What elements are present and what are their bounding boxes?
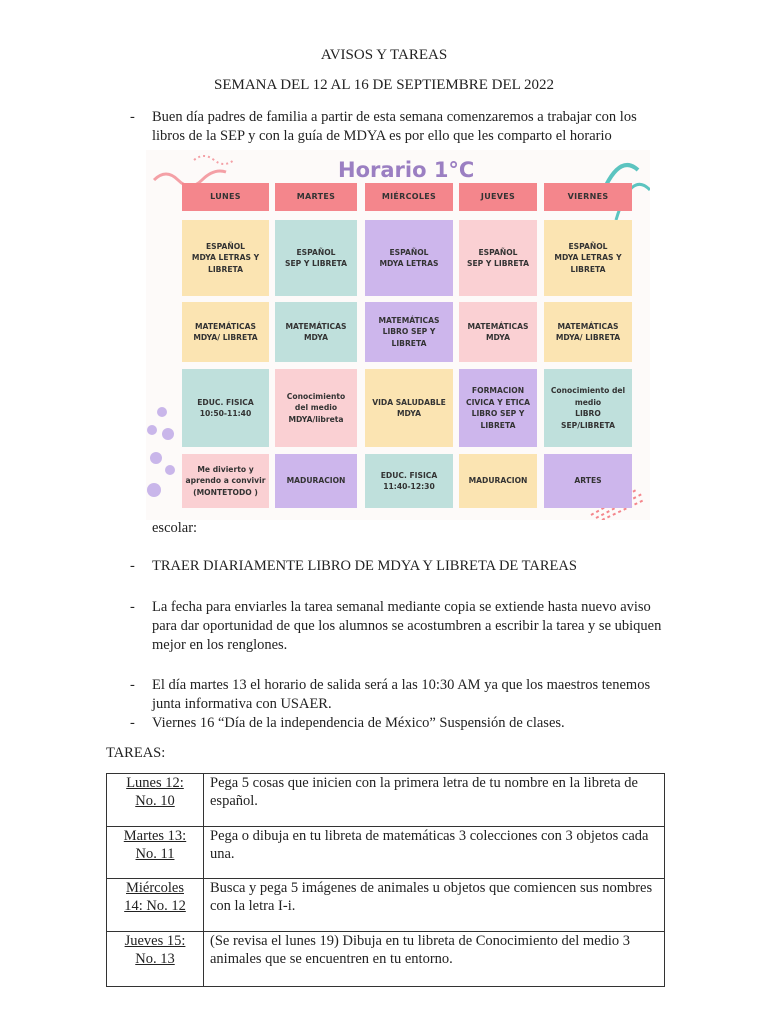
schedule-cell: MADURACION: [459, 454, 537, 508]
schedule-cell: MATEMÁTICAS MDYA/ LIBRETA: [182, 302, 269, 362]
schedule-day-header: MIÉRCOLES: [365, 183, 453, 211]
tarea-day-cell: [107, 879, 204, 932]
schedule-cell: MATEMÁTICAS MDYA: [275, 302, 357, 362]
schedule-cell: ESPAÑOL SEP Y LIBRETA: [459, 220, 537, 296]
schedule-cell: ARTES: [544, 454, 632, 508]
tarea-day: Martes 13:: [123, 828, 187, 844]
tarea-day-cell: [107, 774, 204, 827]
schedule-cell: ESPAÑOL MDYA LETRAS Y LIBRETA: [182, 220, 269, 296]
bullet-4-text: El día martes 13 el horario de salida será a las 10:30 AM ya que los maestros tenemos junta informativa con USAER.: [152, 677, 651, 712]
document-title: AVISOS Y TAREAS: [320, 47, 448, 63]
schedule-cell: MADURACION: [275, 454, 357, 508]
bullet-dash: -: [130, 715, 135, 731]
tarea-number: No. 13: [135, 951, 175, 967]
tarea-task: Busca y pega 5 imágenes de animales u objetos que comiencen sus nombres con la letra I-i.: [204, 879, 665, 932]
document-subtitle: SEMANA DEL 12 AL 16 DE SEPTIEMBRE DEL 2022: [214, 77, 554, 93]
tarea-day: Jueves 15:: [124, 933, 186, 949]
schedule-cell: ESPAÑOL MDYA LETRAS Y LIBRETA: [544, 220, 632, 296]
schedule-cell: FORMACION CIVICA Y ETICA LIBRO SEP Y LIBRETA: [459, 369, 537, 447]
schedule-day-header: JUEVES: [459, 183, 537, 211]
table-row: [107, 774, 665, 827]
table-row: [107, 932, 665, 987]
tarea-number: No. 11: [135, 846, 175, 862]
tarea-day-cell: [107, 932, 204, 987]
bullet-intro-text: Buen día padres de familia a partir de esta semana comenzaremos a trabajar con los libros de la SEP y con la guía de MDYA es por ello que les comparto el horario: [152, 109, 637, 144]
bullet-5-text: Viernes 16 “Día de la independencia de México” Suspensión de clases.: [152, 715, 565, 731]
decorative-dots-left: [146, 400, 186, 510]
tarea-day: Lunes 12:: [126, 775, 184, 791]
tarea-task: (Se revisa el lunes 19) Dibuja en tu libreta de Conocimiento del medio 3 animales que se encuentren en tu entorno.: [204, 932, 665, 987]
schedule-cell: Conocimiento del medio MDYA/libreta: [275, 369, 357, 447]
bullet-dash: -: [130, 599, 135, 615]
bullet-intro-end-text: escolar:: [152, 520, 198, 536]
bullet-intro-end: [152, 519, 197, 538]
tarea-day-cell: [107, 827, 204, 879]
bullet-3-text: La fecha para enviarles la tarea semanal mediante copia se extiende hasta nuevo aviso para dar oportunidad de que los alumnos se acostumbren a escribir la tarea y se ubiquen mejor en los renglones.: [152, 599, 662, 653]
schedule-title: Horario 1°C: [338, 158, 475, 182]
schedule-cell: MATEMÁTICAS MDYA: [459, 302, 537, 362]
schedule-cell: EDUC. FISICA 10:50-11:40: [182, 369, 269, 447]
schedule-image: [146, 150, 650, 520]
tarea-day: Miércoles: [126, 880, 184, 896]
table-row: [107, 827, 665, 879]
table-row: [107, 879, 665, 932]
tarea-number: 14: No. 12: [124, 898, 186, 914]
schedule-cell: VIDA SALUDABLE MDYA: [365, 369, 453, 447]
bullet-dash: -: [130, 109, 135, 125]
bullet-dash: -: [130, 677, 135, 693]
bullet-dash: -: [130, 558, 135, 574]
schedule-cell: Conocimiento del medio LIBRO SEP/LIBRETA: [544, 369, 632, 447]
schedule-cell: MATEMÁTICAS MDYA/ LIBRETA: [544, 302, 632, 362]
schedule-day-header: LUNES: [182, 183, 269, 211]
bullet-2-text: TRAER DIARIAMENTE LIBRO DE MDYA Y LIBRETA DE TAREAS: [152, 558, 577, 574]
schedule-cell: EDUC. FISICA 11:40-12:30: [365, 454, 453, 508]
tarea-task: Pega 5 cosas que inicien con la primera letra de tu nombre en la libreta de español.: [204, 774, 665, 827]
tarea-number: No. 10: [135, 793, 175, 809]
schedule-cell: ESPAÑOL SEP Y LIBRETA: [275, 220, 357, 296]
tarea-task: Pega o dibuja en tu libreta de matemáticas 3 colecciones con 3 objetos cada una.: [204, 827, 665, 879]
schedule-cell: ESPAÑOL MDYA LETRAS: [365, 220, 453, 296]
schedule-day-header: VIERNES: [544, 183, 632, 211]
schedule-day-header: MARTES: [275, 183, 357, 211]
tareas-table: [106, 773, 665, 987]
schedule-cell: MATEMÁTICAS LIBRO SEP Y LIBRETA: [365, 302, 453, 362]
schedule-cell: Me divierto y aprendo a convivir (MONTETODO ): [182, 454, 269, 508]
tareas-label: TAREAS:: [106, 745, 166, 761]
